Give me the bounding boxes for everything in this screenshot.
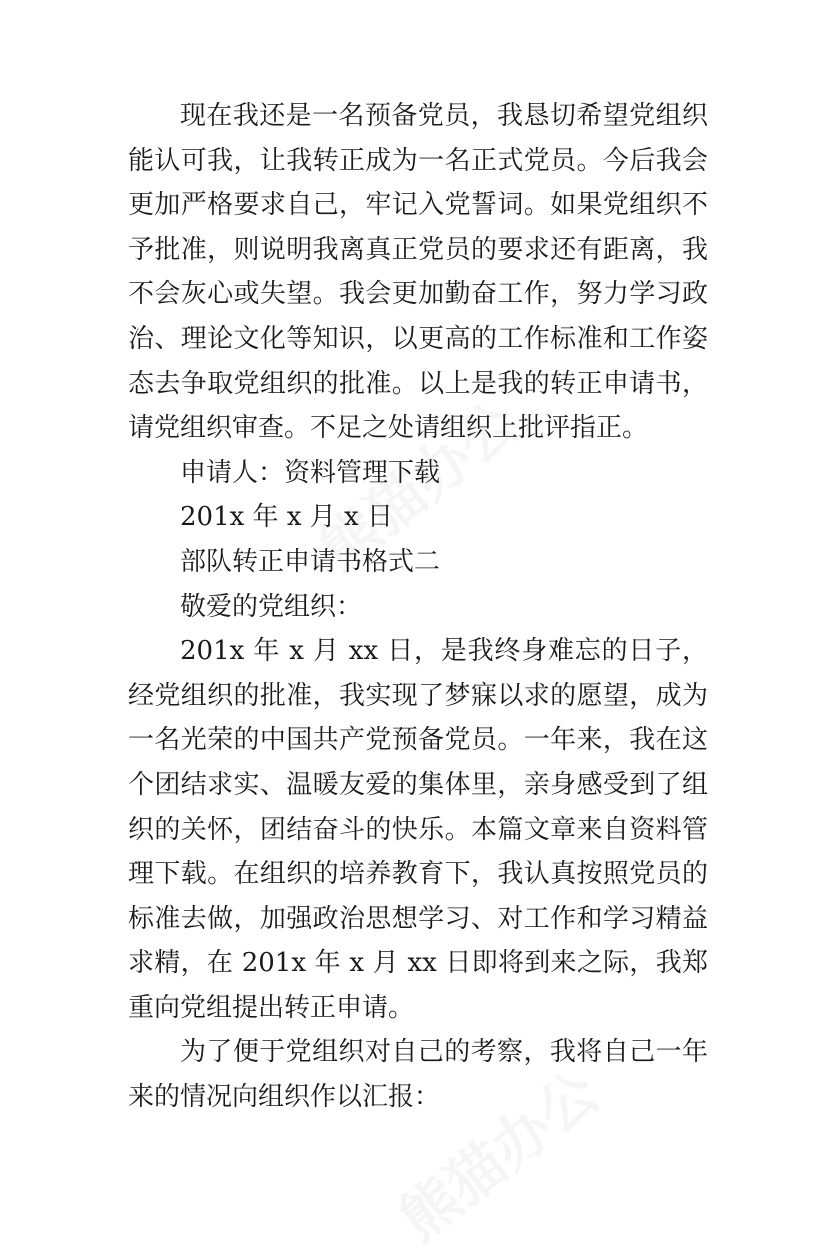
section-title: 部队转正申请书格式二	[180, 546, 441, 577]
applicant-line: 申请人：资料管理下载	[180, 457, 441, 488]
salutation: 敬爱的党组织：	[180, 591, 363, 622]
document-body	[128, 94, 708, 1120]
paragraph-conclusion: 现在我还是一名预备党员，我恳切希望党组织能认可我，让我转正成为一名正式党员。今后我会更加严格要求自己，牢记入党誓词。如果党组织不予批准，则说明我离真正党员的要求还有距离，我不会灰心或失望。我会更加勤奋工作，努力学习政治、理论文化等知识，以更高的工作标准和工作姿态去争取党组织的批准。以上是我的转正申请书，请党组织审查。不足之处请组织上批评指正。	[128, 101, 708, 444]
date-line: 201x 年 x 月 x 日	[180, 502, 393, 533]
paragraph-intro: 201x 年 x 月 xx 日，是我终身难忘的日子，经党组织的批准，我实现了梦寐以求的愿望，成为一名光荣的中国共产党预备党员。一年来，我在这个团结求实、温暖友爱的集体里，亲身感受到了组织的关怀，团结奋斗的快乐。本篇文章来自资料管理下载。在组织的培养教育下，我认真按照党员的标准去做，加强政治思想学习、对工作和学习精益求精，在 201x 年 x 月 xx 日即将到来之际，我郑重向党组提出转正申请。	[128, 636, 708, 1023]
paragraph-report: 为了便于党组织对自己的考察，我将自己一年来的情况向组织作以汇报：	[128, 1037, 708, 1113]
